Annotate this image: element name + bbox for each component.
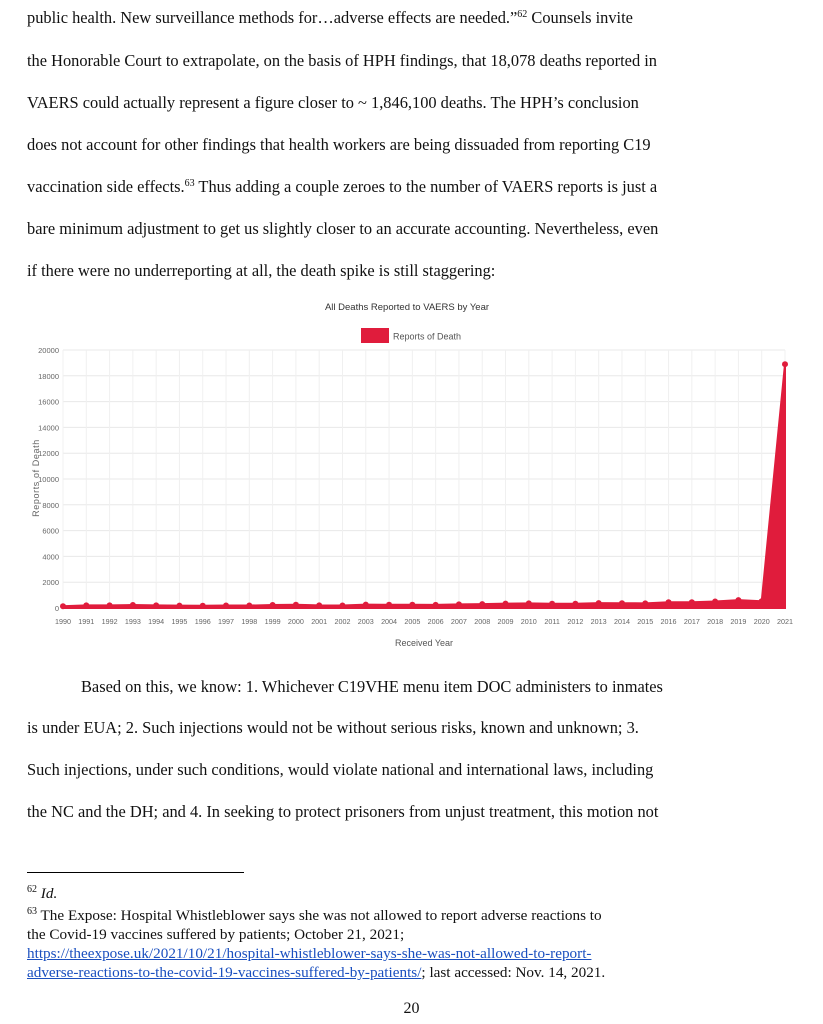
y-tick-label: 10000	[38, 475, 59, 484]
data-point[interactable]	[107, 602, 113, 608]
data-point[interactable]	[572, 601, 578, 607]
data-point[interactable]	[223, 603, 229, 609]
legend-label[interactable]: Reports of Death	[393, 331, 462, 342]
data-point[interactable]	[200, 603, 206, 609]
y-tick-label: 12000	[38, 449, 59, 459]
x-tick-label: 2019	[730, 617, 747, 626]
x-tick-label: 1996	[194, 617, 211, 626]
y-tick-label: 14000	[38, 423, 59, 433]
body-line-9: is under EUA; 2. Such injections would not be without serious risks, known and unknown; 3.	[27, 718, 639, 737]
footnote-ref-63[interactable]: 63	[184, 178, 195, 189]
footnote-divider	[27, 872, 244, 873]
x-tick-label: 2012	[567, 617, 584, 626]
data-point[interactable]	[666, 599, 672, 605]
data-point[interactable]	[712, 599, 718, 605]
x-tick-label: 1999	[264, 617, 281, 626]
x-tick-label: 1990	[55, 617, 71, 626]
x-tick-label: 2001	[311, 617, 328, 626]
x-tick-label: 2005	[404, 617, 421, 626]
data-point[interactable]	[60, 603, 66, 609]
x-tick-label: 2016	[660, 617, 677, 626]
x-tick-label: 2006	[427, 617, 444, 626]
footnote-63-link-cont[interactable]: adverse-reactions-to-the-covid-19-vaccines-suffered-by-patients/	[27, 964, 422, 981]
x-tick-label: 1997	[218, 617, 235, 626]
footnote-62: $^{62}$ Id.	[27, 884, 58, 902]
x-tick-label: 2003	[357, 617, 374, 626]
data-point[interactable]	[339, 603, 345, 609]
data-point[interactable]	[316, 602, 322, 608]
x-tick-label: 2004	[381, 617, 398, 626]
data-point[interactable]	[689, 599, 695, 605]
body-line-7: if there were no underreporting at all, the death spike is still staggering:	[27, 261, 496, 280]
x-tick-label: 2021	[777, 617, 793, 626]
data-point[interactable]	[153, 602, 159, 608]
series-area-reports-of-death	[63, 364, 785, 608]
data-point[interactable]	[479, 601, 485, 607]
chart-title: All Deaths Reported to VAERS by Year	[324, 302, 490, 313]
x-tick-label: 2013	[590, 617, 607, 626]
data-point[interactable]	[619, 600, 625, 606]
x-tick-label: 1992	[101, 617, 118, 626]
data-point[interactable]	[642, 600, 648, 606]
footnote-63-link-line-2: adverse-reactions-to-the-covid-19-vaccines-suffered-by-patients/; last accessed: Nov. 14, 2021.	[27, 964, 606, 981]
body-line-11: the NC and the DH; and 4. In seeking to protect prisoners from unjust treatment, this motion not	[27, 802, 659, 821]
data-point[interactable]	[246, 603, 252, 609]
body-line-2: the Honorable Court to extrapolate, on the basis of HPH findings, that 18,078 deaths reported in	[27, 51, 657, 70]
x-tick-label: 2007	[450, 617, 467, 626]
data-point[interactable]	[759, 598, 765, 604]
data-point[interactable]	[270, 602, 276, 608]
data-point[interactable]	[456, 601, 462, 607]
data-point[interactable]	[596, 600, 602, 606]
x-tick-label: 2014	[613, 617, 630, 626]
footnote-63-line-2: the Covid-19 vaccines suffered by patients; October 21, 2021;	[27, 926, 405, 943]
y-axis-label: Reports of Death	[31, 439, 41, 517]
footnote-ref-62[interactable]: 62	[517, 9, 528, 20]
data-point[interactable]	[782, 361, 788, 367]
body-line-4: does not account for other findings that health workers are being dissuaded from reporting C19	[27, 135, 651, 154]
data-point[interactable]	[176, 603, 182, 609]
x-tick-label: 2009	[497, 617, 514, 626]
footnote-63-link-line	[27, 944, 591, 963]
x-tick-label: 2018	[707, 617, 724, 626]
y-tick-label: 18000	[38, 371, 59, 381]
body-line-8: Based on this, we know: 1. Whichever C19VHE menu item DOC administers to inmates	[81, 677, 663, 696]
x-tick-label: 2020	[753, 617, 770, 626]
body-line-6: bare minimum adjustment to get us slightly closer to an accurate accounting. Nevertheless, even	[27, 219, 659, 238]
footnote-63: $^{63}$ The Expose: Hospital Whistleblower says she was not allowed to report adverse reactions to	[27, 906, 602, 924]
y-tick-label: 4000	[42, 552, 59, 562]
footnote-63-link[interactable]: https://theexpose.uk/2021/10/21/hospital-whistleblower-says-she-was-not-allowed-to-report-	[27, 945, 592, 962]
x-tick-label: 2010	[520, 617, 537, 626]
y-tick-label: 20000	[38, 346, 59, 355]
data-point[interactable]	[386, 602, 392, 608]
x-tick-label: 2017	[683, 617, 700, 626]
body-line-5: vaccination side effects.$^{63}$ Thus adding a couple zeroes to the number of VAERS reports is just a	[27, 177, 658, 196]
x-tick-label: 2008	[474, 617, 491, 626]
vaers-deaths-chart	[0, 290, 823, 660]
y-tick-label: 0	[54, 604, 59, 613]
y-tick-label: 2000	[42, 578, 59, 588]
x-tick-label: 2011	[544, 617, 560, 626]
data-point[interactable]	[433, 602, 439, 608]
x-tick-label: 2015	[637, 617, 654, 626]
y-tick-label: 6000	[42, 526, 59, 536]
data-point[interactable]	[549, 601, 555, 607]
data-point[interactable]	[503, 601, 509, 607]
data-point[interactable]	[83, 602, 89, 608]
data-point[interactable]	[293, 602, 299, 608]
y-tick-label: 8000	[42, 500, 59, 510]
x-tick-label: 2000	[287, 617, 304, 626]
body-line-1: public health. New surveillance methods for…adverse effects are needed.”$^{62}$ Counsels invite	[27, 8, 633, 27]
x-tick-label: 2002	[334, 617, 351, 626]
data-point[interactable]	[735, 597, 741, 603]
legend-swatch	[361, 328, 389, 343]
data-point[interactable]	[363, 602, 369, 608]
x-tick-label: 1995	[171, 617, 188, 626]
x-tick-label: 1993	[124, 617, 141, 626]
x-tick-label: 1998	[241, 617, 258, 626]
body-line-3: VAERS could actually represent a figure closer to ~ 1,846,100 deaths. The HPH’s conclusion	[27, 93, 639, 112]
body-line-10: Such injections, under such conditions, would violate national and international laws, including	[27, 760, 654, 779]
y-tick-label: 16000	[38, 397, 59, 407]
data-point[interactable]	[409, 602, 415, 608]
page-number: 20	[403, 1000, 420, 1017]
x-tick-label: 1994	[148, 617, 165, 626]
x-tick-label: 1991	[78, 617, 95, 626]
data-point[interactable]	[526, 600, 532, 606]
x-axis-label: Received Year	[394, 638, 454, 648]
data-point[interactable]	[130, 602, 136, 608]
